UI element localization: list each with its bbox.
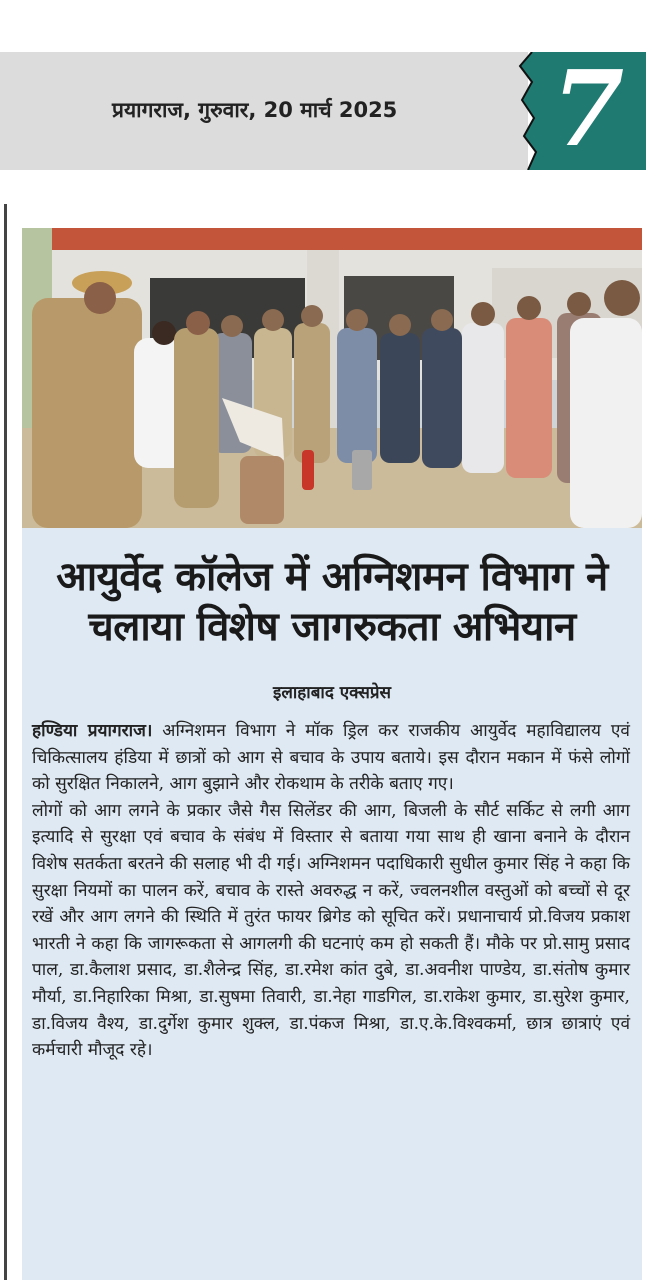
bucket	[352, 450, 372, 490]
fire-officer	[32, 298, 142, 528]
news-photo	[22, 228, 642, 528]
article-headline: आयुर्वेद कॉलेज में अग्निशमन विभाग ने चलाया विशेष जागरुकता अभियान	[56, 554, 608, 650]
paragraph-two: लोगों को आग लगने के प्रकार जैसे गैस सिलेंडर की आग, बिजली के सौर्ट सर्किट से लगी आग इत्यादि से सुरक्षा एवं बचाव के संबंध में विस्तार से बताया गया साथ ही खाना बनाने के दौरान विशेष सतर्कता बरतने की सलाह भी दी गई। अग्निशमन पदाधिकारी सुधील कुमार सिंह ने कहा कि सुरक्षा नियमों का पालन करें, बचाव के रास्ते अवरुद्ध न करें, ज्वलनशील वस्तुओं को बच्चों से दूर रखें और आग लगने की स्थिति में तुरंत फायर ब्रिगेड को सूचित करें। प्रधानाचार्य प्रो.विजय प्रकाश भारती ने कहा कि जागरूकता से आगलगी की घटनाएं कम हो सकती हैं। मौके पर प्रो.सामु प्रसाद पाल, डा.कैलाश प्रसाद, डा.शैलेन्द्र सिंह, डा.रमेश कांत दुबे, डा.अवनीश पाण्डेय, डा.संतोष कुमार मौर्या, डा.निहारिका मिश्रा, डा.सुषमा तिवारी, डा.नेहा गाडगिल, डा.राकेश कुमार, डा.सुरेश कुमार, डा.विजय वैश्य, डा.दुर्गेश कुमार शुक्ल, डा.पंकज मिश्रा, डा.ए.के.विश्वकर्मा, छात्र छात्राएं एवं कर्मचारी मौजूद रहे।	[32, 800, 630, 1061]
dateline: हण्डिया प्रयागराज।	[32, 721, 153, 741]
paragraph-one-text: अग्निशमन विभाग ने मॉक ड्रिल कर राजकीय आयुर्वेद महाविद्यालय एवं चिकित्सालय हंडिया में छात्रों को आग से बचाव के उपाय बताये। इस दौरान मकान में फंसे लोगों को सुरक्षित निकालने, आग बुझाने और रोकथाम के तरीके बताए गए।	[32, 721, 630, 795]
article-byline: इलाहाबाद एक्सप्रेस	[273, 683, 391, 703]
person-white-shirt	[570, 318, 642, 528]
roof-beam	[42, 228, 642, 250]
gas-cylinder	[240, 456, 284, 524]
officer-two	[174, 328, 219, 508]
paragraph-one	[32, 718, 630, 798]
column-rule	[4, 204, 7, 1280]
article-body	[32, 718, 630, 1064]
masthead-date: प्रयागराज, गुरुवार, 20 मार्च 2025	[112, 98, 398, 122]
page-number: 7	[551, 47, 625, 170]
fire-extinguisher	[302, 450, 314, 490]
